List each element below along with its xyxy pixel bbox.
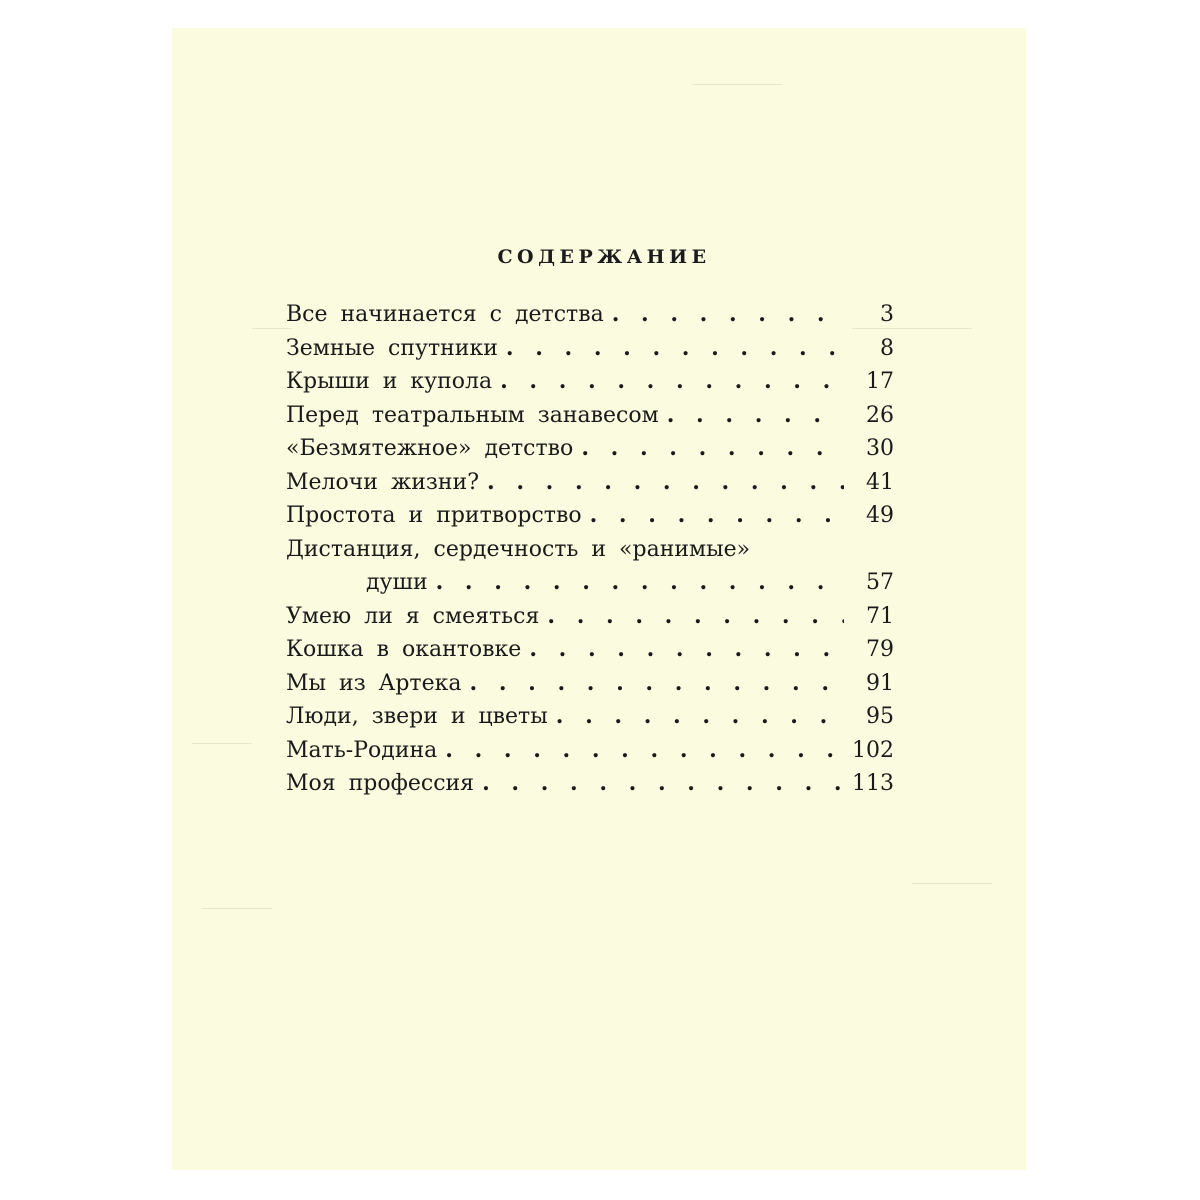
dot-leader	[474, 767, 844, 801]
toc-entry	[286, 332, 894, 366]
toc-entry-title: Умею ли я смеяться	[286, 603, 540, 629]
dot-leader	[659, 399, 844, 433]
toc-entry-page: 26	[866, 402, 894, 428]
toc-entry-title: Люди, звери и цветы	[286, 704, 548, 729]
dot-leader	[548, 700, 844, 734]
toc-entry-title: Дистанция, сердечность и «ранимые»	[286, 536, 751, 562]
toc-entry-title: Земные спутники	[286, 335, 498, 361]
toc-entry-continuation	[286, 566, 894, 600]
toc-entry-title: Мать-Родина	[286, 737, 438, 763]
toc-entry-page: 41	[866, 469, 894, 495]
toc-entry-title: Моя профессия	[286, 771, 475, 796]
dot-leader	[582, 499, 844, 533]
toc-entry-page: 3	[880, 302, 894, 327]
dot-leader	[521, 633, 844, 667]
table-of-contents	[286, 298, 894, 801]
toc-entry-page: 30	[866, 436, 894, 461]
toc-entry	[286, 432, 894, 466]
toc-entry-page: 113	[852, 771, 894, 796]
paper-speck	[192, 743, 252, 744]
dot-leader	[492, 365, 844, 399]
dot-leader	[462, 667, 845, 701]
toc-entry-title: Крыши и купола	[286, 369, 493, 394]
toc-entry	[286, 734, 894, 768]
toc-entry-title: Мы из Артека	[286, 670, 462, 696]
dot-leader	[573, 432, 844, 466]
toc-entry-title: Простота и притворство	[286, 503, 582, 528]
toc-entry-title: Все начинается с детства	[286, 302, 604, 327]
toc-entry-page: 95	[866, 704, 894, 729]
book-page	[172, 28, 1026, 1170]
dot-leader	[604, 298, 844, 332]
dot-leader	[498, 332, 844, 366]
toc-entry	[286, 466, 894, 500]
toc-entry	[286, 399, 894, 433]
dot-leader	[479, 466, 844, 500]
toc-entry	[286, 667, 894, 701]
toc-entry-title: Мелочи жизни?	[286, 469, 479, 495]
dot-leader	[428, 566, 844, 600]
toc-entry	[286, 499, 894, 533]
toc-heading: СОДЕРЖАНИЕ	[497, 246, 711, 268]
toc-entry-page: 17	[866, 369, 894, 394]
dot-leader	[539, 600, 844, 634]
toc-entry-page: 8	[880, 335, 894, 361]
toc-entry-page: 79	[866, 637, 894, 662]
paper-speck	[912, 883, 992, 884]
toc-entry	[286, 700, 894, 734]
toc-entry-page: 71	[866, 603, 894, 629]
toc-entry-page: 91	[866, 670, 894, 696]
toc-entry	[286, 600, 894, 634]
toc-entry	[286, 365, 894, 399]
toc-entry	[286, 633, 894, 667]
dot-leader	[437, 734, 844, 768]
toc-entry-title: Кошка в окантовке	[286, 637, 522, 662]
toc-entry	[286, 298, 894, 332]
paper-speck	[202, 908, 272, 909]
toc-entry-page: 102	[852, 737, 894, 763]
toc-entry	[286, 767, 894, 801]
paper-speck	[692, 84, 782, 85]
toc-entry	[286, 533, 894, 567]
toc-entry-title-continuation: души	[366, 570, 428, 595]
toc-entry-title: Перед театральным занавесом	[286, 402, 659, 428]
toc-entry-page: 57	[866, 570, 894, 595]
toc-entry-title: «Безмятежное» детство	[286, 436, 574, 461]
toc-entry-page: 49	[866, 503, 894, 528]
